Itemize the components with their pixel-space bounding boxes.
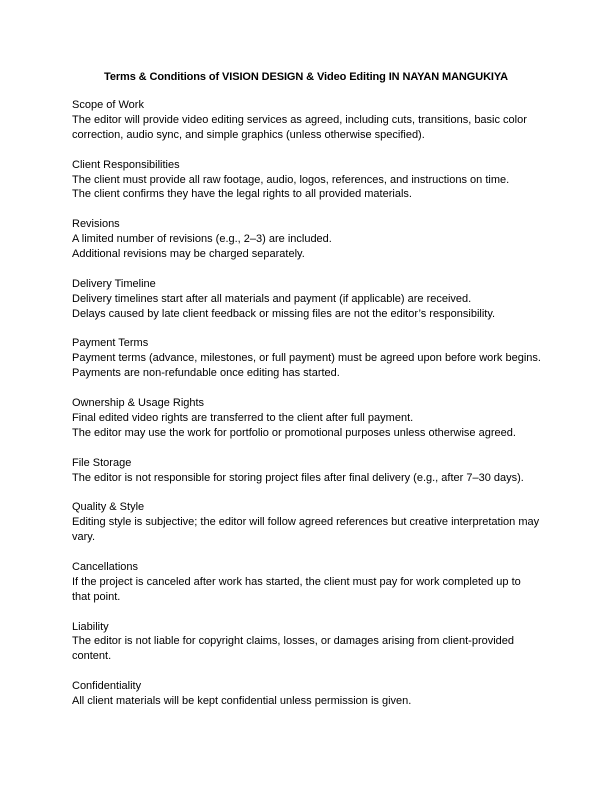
section-text: Additional revisions may be charged separately. bbox=[72, 248, 305, 261]
section-confidentiality bbox=[72, 679, 542, 709]
section-text: The editor is not liable for copyright claims, losses, or damages arising from client-provided content. bbox=[72, 635, 515, 663]
section-payment-terms bbox=[72, 336, 542, 381]
section-text: A limited number of revisions (e.g., 2–3) are included. bbox=[72, 233, 332, 246]
section-text: Payments are non-refundable once editing has started. bbox=[72, 367, 340, 380]
section-liability bbox=[72, 620, 542, 665]
section-text: The editor will provide video editing services as agreed, including cuts, transitions, basic color correction, audio sync, and simple graphics (unless otherwise specified). bbox=[72, 113, 527, 141]
section-heading: Revisions bbox=[72, 218, 120, 231]
section-text: The client confirms they have the legal rights to all provided materials. bbox=[72, 188, 412, 201]
document-body bbox=[72, 98, 542, 724]
section-client-responsibilities bbox=[72, 158, 542, 203]
section-text: The client must provide all raw footage, audio, logos, references, and instructions on time. bbox=[72, 173, 510, 186]
section-heading: File Storage bbox=[72, 456, 132, 469]
section-heading: Confidentiality bbox=[72, 680, 142, 693]
section-file-storage bbox=[72, 456, 542, 486]
document-title: Terms & Conditions of VISION DESIGN & Video Editing IN NAYAN MANGUKIYA bbox=[104, 71, 508, 83]
section-text: The editor may use the work for portfolio or promotional purposes unless otherwise agreed. bbox=[72, 426, 516, 439]
section-heading: Liability bbox=[72, 620, 109, 633]
section-revisions bbox=[72, 217, 542, 262]
section-heading: Delivery Timeline bbox=[72, 277, 156, 290]
section-heading: Cancellations bbox=[72, 560, 139, 573]
section-text: The editor is not responsible for storing project files after final delivery (e.g., after 7–30 days). bbox=[72, 471, 524, 484]
section-heading: Payment Terms bbox=[72, 337, 149, 350]
section-quality-style bbox=[72, 500, 542, 545]
section-scope-of-work bbox=[72, 98, 542, 143]
section-text: All client materials will be kept confidential unless permission is given. bbox=[72, 695, 412, 708]
section-text: Delays caused by late client feedback or missing files are not the editor’s responsibility. bbox=[72, 307, 496, 320]
section-text: Editing style is subjective; the editor will follow agreed references but creative interpretation may vary. bbox=[72, 516, 540, 544]
section-text: Payment terms (advance, milestones, or full payment) must be agreed upon before work begins. bbox=[72, 352, 541, 365]
section-delivery-timeline bbox=[72, 277, 542, 322]
section-heading: Quality & Style bbox=[72, 501, 145, 514]
section-heading: Client Responsibilities bbox=[72, 158, 180, 171]
section-ownership-usage-rights bbox=[72, 396, 542, 441]
section-text: Final edited video rights are transferred to the client after full payment. bbox=[72, 411, 414, 424]
section-cancellations bbox=[72, 560, 542, 605]
section-text: Delivery timelines start after all materials and payment (if applicable) are received. bbox=[72, 292, 472, 305]
section-text: If the project is canceled after work has started, the client must pay for work completed up to that point. bbox=[72, 575, 521, 603]
section-heading: Scope of Work bbox=[72, 99, 144, 111]
section-heading: Ownership & Usage Rights bbox=[72, 397, 205, 410]
